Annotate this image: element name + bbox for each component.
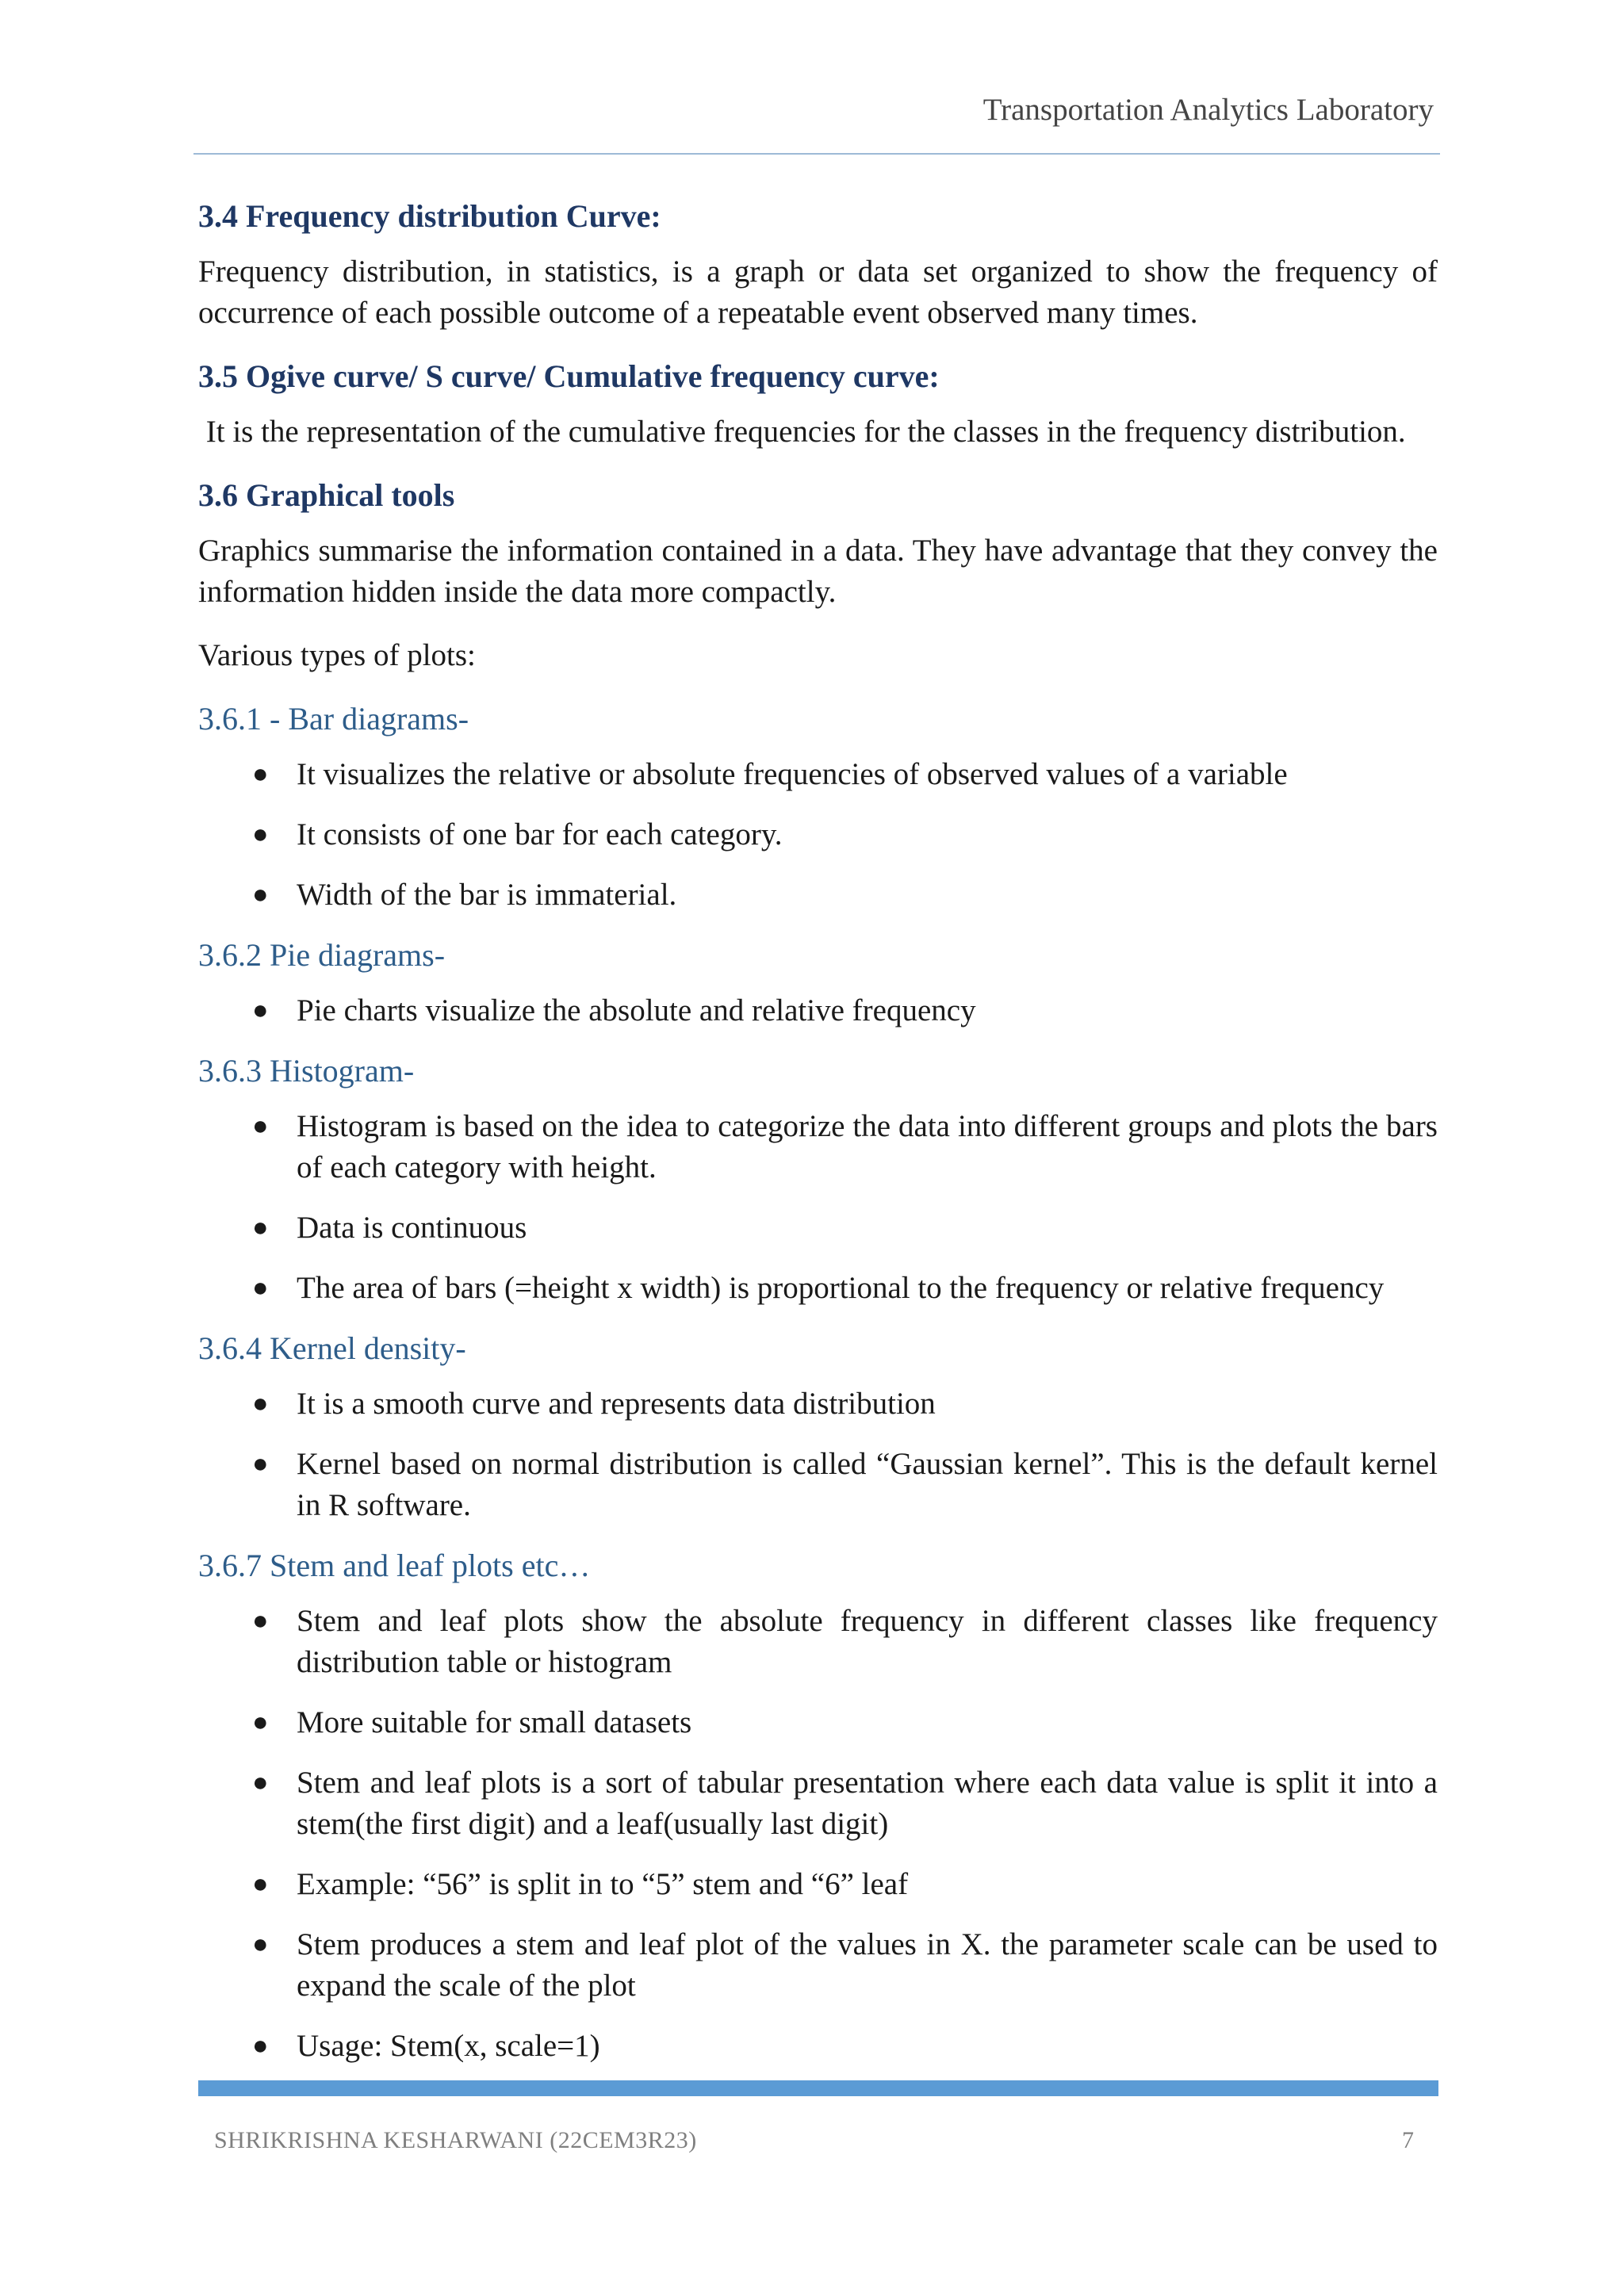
heading-3-4: 3.4 Frequency distribution Curve: xyxy=(198,198,661,234)
bullet-icon: ● xyxy=(252,996,269,1025)
paragraph-3-6: Graphics summarise the information contained in a data. They have advantage that they convey the information hidden inside the data more compactly. xyxy=(198,534,1438,609)
list-item: ● Histogram is based on the idea to categorize the data into different groups and plots the bars of each category with height. xyxy=(297,1106,1438,1188)
heading-3-6-4: 3.6.4 Kernel density- xyxy=(198,1330,466,1366)
bullet-icon: ● xyxy=(252,1606,269,1636)
bullet-icon: ● xyxy=(252,1708,269,1737)
bullet-icon: ● xyxy=(252,1930,269,1959)
list-item: ● It is a smooth curve and represents data distribution xyxy=(297,1383,1438,1425)
heading-3-5: 3.5 Ogive curve/ S curve/ Cumulative frequency curve: xyxy=(198,358,940,394)
heading-3-6: 3.6 Graphical tools xyxy=(198,477,455,513)
list-3-6-7 xyxy=(198,1601,1438,2067)
page-content xyxy=(198,196,1438,2086)
bullet-icon: ● xyxy=(252,1273,269,1303)
bullet-icon: ● xyxy=(252,1768,269,1797)
heading-3-6-7: 3.6.7 Stem and leaf plots etc… xyxy=(198,1548,591,1583)
list-item: ● The area of bars (=height x width) is proportional to the frequency or relative frequency xyxy=(297,1268,1438,1309)
bullet-icon: ● xyxy=(252,880,269,909)
list-item: ● Stem produces a stem and leaf plot of the values in X. the parameter scale can be used to expand the scale of the plot xyxy=(297,1924,1438,2007)
bullet-icon: ● xyxy=(252,1112,269,1141)
list-item: ● Pie charts visualize the absolute and relative frequency xyxy=(297,990,1438,1031)
list-item: ● Stem and leaf plots show the absolute frequency in different classes like frequency distribution table or histogram xyxy=(297,1601,1438,1683)
heading-3-6-2: 3.6.2 Pie diagrams- xyxy=(198,937,446,973)
paragraph-3-4: Frequency distribution, in statistics, is a graph or data set organized to show the frequency of occurrence of each possible outcome of a repeatable event observed many times. xyxy=(198,254,1438,330)
list-item: ● Data is continuous xyxy=(297,1207,1438,1249)
bullet-icon: ● xyxy=(252,820,269,849)
footer-author: SHRIKRISHNA KESHARWANI (22CEM3R23) xyxy=(214,2127,697,2153)
bullet-icon: ● xyxy=(252,2031,269,2061)
bullet-icon: ● xyxy=(252,1389,269,1418)
paragraph-3-5: It is the representation of the cumulative frequencies for the classes in the frequency distribution. xyxy=(198,415,1406,449)
heading-3-6-3: 3.6.3 Histogram- xyxy=(198,1053,415,1089)
page-number: 7 xyxy=(1402,2127,1414,2153)
list-3-6-3 xyxy=(198,1106,1438,1309)
bullet-icon: ● xyxy=(252,1869,269,1899)
header-title: Transportation Analytics Laboratory xyxy=(982,93,1434,127)
list-3-6-1 xyxy=(198,754,1438,916)
list-item: ● More suitable for small datasets xyxy=(297,1702,1438,1743)
bullet-icon: ● xyxy=(252,1449,269,1479)
list-item: ● It visualizes the relative or absolute frequencies of observed values of a variable xyxy=(297,754,1438,795)
list-3-6-2 xyxy=(198,990,1438,1031)
header-rule xyxy=(193,153,1440,155)
plots-intro: Various types of plots: xyxy=(198,638,476,672)
list-item: ● Kernel based on normal distribution is called “Gaussian kernel”. This is the default kernel in R software. xyxy=(297,1444,1438,1526)
bullet-icon: ● xyxy=(252,1213,269,1242)
list-item: ● Stem and leaf plots is a sort of tabular presentation where each data value is split it into a stem(the first digit) and a leaf(usually last digit) xyxy=(297,1762,1438,1845)
footer-bar xyxy=(198,2080,1438,2096)
bullet-icon: ● xyxy=(252,760,269,789)
list-item: ● Usage: Stem(x, scale=1) xyxy=(297,2026,1438,2067)
heading-3-6-1: 3.6.1 - Bar diagrams- xyxy=(198,701,469,737)
list-item: ● Width of the bar is immaterial. xyxy=(297,874,1438,916)
list-item: ● It consists of one bar for each category. xyxy=(297,814,1438,855)
list-3-6-4 xyxy=(198,1383,1438,1526)
list-item: ● Example: “56” is split in to “5” stem and “6” leaf xyxy=(297,1864,1438,1905)
